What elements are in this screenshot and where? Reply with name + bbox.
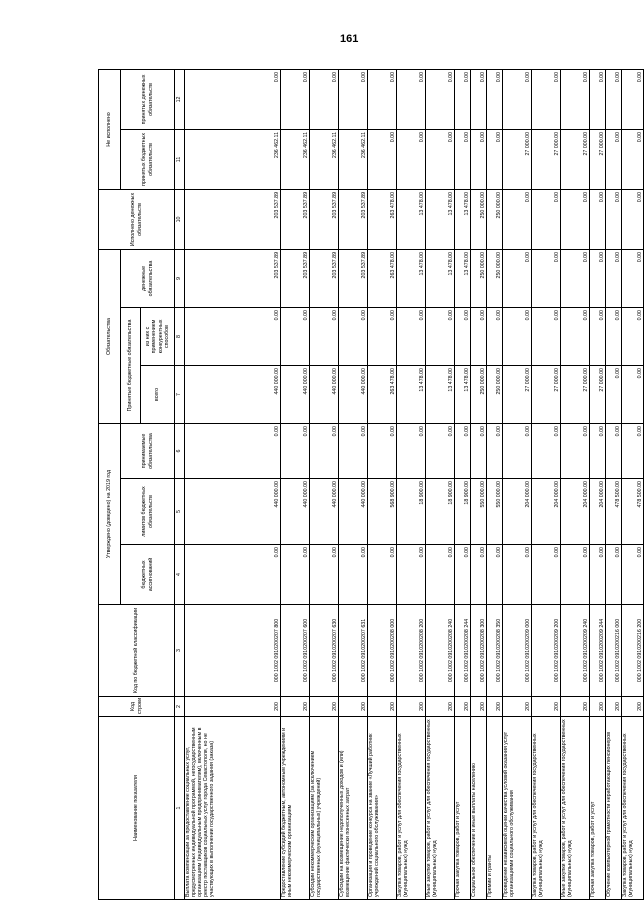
row-code: 200 — [368, 697, 397, 717]
header-accepted-oblig: принимаемые обязательства — [121, 424, 175, 479]
row-limits: 478 500.00 — [606, 479, 622, 545]
row-oblig-competitive: 0.00 — [471, 308, 487, 366]
row-accepted-oblig: 0.00 — [487, 424, 503, 479]
row-oblig-total: 250 000.00 — [471, 366, 487, 424]
row-budget-allocations: 0.00 — [471, 545, 487, 605]
row-not-executed-monetary: 0.00 — [310, 69, 339, 129]
row-budget-allocations: 0.00 — [503, 545, 532, 605]
row-oblig-total: 13 478.00 — [397, 366, 426, 424]
header-code-budget: Код по бюджетной классификации — [99, 605, 175, 697]
header-approved-group: Утверждено (доведено) на 2019 год — [99, 424, 121, 605]
header-ne-monetary: принятых денежных обязательств — [121, 69, 175, 129]
row-oblig-total: 27 000.00 — [590, 366, 606, 424]
table-row — [397, 69, 426, 899]
row-not-executed-monetary: 0.00 — [281, 69, 310, 129]
row-not-executed-monetary: 0.00 — [339, 69, 368, 129]
row-budget-allocations: 0.00 — [487, 545, 503, 605]
header-accepted-budget-oblig: Принятые бюджетные обязательства — [121, 308, 141, 424]
row-executed: 203 537.89 — [310, 189, 339, 249]
row-code: 200 — [185, 697, 281, 717]
row-accepted-oblig: 0.00 — [310, 424, 339, 479]
row-code: 200 — [561, 697, 590, 717]
header-budget-allocations: бюджетных ассигнований — [121, 545, 175, 605]
row-not-executed-budget: 0.00 — [397, 129, 426, 189]
row-budget-allocations: 0.00 — [368, 545, 397, 605]
row-name: Субсидии некоммерческим организациям (за исключением государственных (муниципальных) учреждений) — [310, 717, 339, 900]
row-code: 200 — [426, 697, 455, 717]
row-kbk: 000 1002 0910200209 244 — [590, 605, 606, 697]
row-kbk: 000 1002 0910200208 200 — [397, 605, 426, 697]
row-oblig-total: 13 478.00 — [426, 366, 455, 424]
row-not-executed-monetary: 0.00 — [532, 69, 561, 129]
col-number: 5 — [175, 479, 185, 545]
row-limits: 440 000.00 — [310, 479, 339, 545]
row-name: Закупка товаров, работ и услуг для обеспечения государственных (муниципальных) нужд — [397, 717, 426, 900]
row-limits: 568 900.00 — [368, 479, 397, 545]
row-code: 200 — [281, 697, 310, 717]
row-executed: 0.00 — [561, 189, 590, 249]
header-competitive: из них с применением конкурентных способов — [141, 308, 175, 366]
header-monetary: денежные обязательства — [121, 249, 175, 307]
row-kbk: 000 1002 0910200207 631 — [339, 605, 368, 697]
row-name: Субсидии на возмещение недополученных доходов и (или) возмещение фактически понесенных затрат — [339, 717, 368, 900]
row-code: 200 — [471, 697, 487, 717]
row-accepted-oblig: 0.00 — [532, 424, 561, 479]
row-not-executed-budget: 27 000.00 — [561, 129, 590, 189]
row-oblig-total: 27 000.00 — [561, 366, 590, 424]
row-not-executed-budget: 27 000.00 — [532, 129, 561, 189]
row-oblig-total: 0.00 — [622, 366, 644, 424]
row-not-executed-budget: 236 462.11 — [281, 129, 310, 189]
row-monetary-oblig: 0.00 — [590, 249, 606, 307]
row-monetary-oblig: 0.00 — [622, 249, 644, 307]
row-budget-allocations: 0.00 — [561, 545, 590, 605]
row-not-executed-monetary: 0.00 — [471, 69, 487, 129]
row-oblig-total: 440 000.00 — [310, 366, 339, 424]
row-oblig-competitive: 0.00 — [455, 308, 471, 366]
row-accepted-oblig: 0.00 — [590, 424, 606, 479]
table-row — [426, 69, 455, 899]
row-kbk: 000 1002 0910200216 000 — [606, 605, 622, 697]
row-oblig-competitive: 0.00 — [622, 308, 644, 366]
row-budget-allocations: 0.00 — [310, 545, 339, 605]
row-monetary-oblig: 203 537.89 — [310, 249, 339, 307]
row-monetary-oblig: 0.00 — [532, 249, 561, 307]
row-accepted-oblig: 0.00 — [455, 424, 471, 479]
row-code: 200 — [310, 697, 339, 717]
row-name: Обучение компьютерной грамотности неработающих пенсионеров — [606, 717, 622, 900]
row-code: 200 — [622, 697, 644, 717]
row-not-executed-monetary: 0.00 — [487, 69, 503, 129]
row-accepted-oblig: 0.00 — [281, 424, 310, 479]
row-kbk: 000 1002 0910200208 240 — [426, 605, 455, 697]
row-oblig-competitive: 0.00 — [606, 308, 622, 366]
row-monetary-oblig: 13 478.00 — [455, 249, 471, 307]
row-accepted-oblig: 0.00 — [368, 424, 397, 479]
row-monetary-oblig: 203 537.89 — [185, 249, 281, 307]
row-monetary-oblig: 203 537.89 — [281, 249, 310, 307]
col-number: 2 — [175, 697, 185, 717]
row-kbk: 000 1002 0910200209 240 — [561, 605, 590, 697]
table-row — [471, 69, 487, 899]
header-code-row: Код строки — [99, 697, 175, 717]
row-limits: 18 900.00 — [397, 479, 426, 545]
table-row — [281, 69, 310, 899]
row-limits: 18 900.00 — [426, 479, 455, 545]
row-monetary-oblig: 263 478.00 — [368, 249, 397, 307]
row-name: Закупка товаров, работ и услуг для обеспечения государственных (муниципальных) нужд — [622, 717, 644, 900]
row-oblig-total: 0.00 — [606, 366, 622, 424]
row-code: 200 — [532, 697, 561, 717]
row-budget-allocations: 0.00 — [532, 545, 561, 605]
row-not-executed-monetary: 0.00 — [503, 69, 532, 129]
row-accepted-oblig: 0.00 — [339, 424, 368, 479]
col-number: 6 — [175, 424, 185, 479]
header-executed: Исполнено денежных обязательств — [99, 189, 175, 249]
row-not-executed-budget: 0.00 — [368, 129, 397, 189]
table-row — [310, 69, 339, 899]
row-code: 200 — [455, 697, 471, 717]
row-kbk: 000 1002 0910200208 300 — [471, 605, 487, 697]
header-obligations-group: Обязательства — [99, 249, 121, 423]
row-not-executed-monetary: 0.00 — [590, 69, 606, 129]
row-code: 200 — [606, 697, 622, 717]
table-row — [368, 69, 397, 899]
row-not-executed-budget: 236 462.11 — [339, 129, 368, 189]
row-oblig-competitive: 0.00 — [310, 308, 339, 366]
row-limits: 18 900.00 — [455, 479, 471, 545]
row-code: 200 — [397, 697, 426, 717]
row-oblig-competitive: 0.00 — [368, 308, 397, 366]
page-number: 161 — [340, 33, 359, 45]
row-budget-allocations: 0.00 — [281, 545, 310, 605]
row-oblig-competitive: 0.00 — [532, 308, 561, 366]
row-budget-allocations: 0.00 — [590, 545, 606, 605]
row-accepted-oblig: 0.00 — [185, 424, 281, 479]
row-code: 200 — [503, 697, 532, 717]
row-limits: 204 000.00 — [532, 479, 561, 545]
table-row — [339, 69, 368, 899]
row-limits: 204 000.00 — [503, 479, 532, 545]
table-header — [99, 69, 185, 899]
col-number: 1 — [175, 717, 185, 900]
row-monetary-oblig: 0.00 — [561, 249, 590, 307]
row-limits: 204 000.00 — [561, 479, 590, 545]
table-row — [561, 69, 590, 899]
row-monetary-oblig: 203 537.89 — [339, 249, 368, 307]
row-kbk: 000 1002 0910200208 244 — [455, 605, 471, 697]
row-limits: 440 000.00 — [281, 479, 310, 545]
row-not-executed-budget: 236 462.11 — [185, 129, 281, 189]
row-name: Проведение независимой оценки качества условий оказания услуг организациями социального обслуживания — [503, 717, 532, 900]
row-code: 200 — [339, 697, 368, 717]
row-monetary-oblig: 0.00 — [503, 249, 532, 307]
row-not-executed-budget: 236 462.11 — [310, 129, 339, 189]
row-accepted-oblig: 0.00 — [606, 424, 622, 479]
row-name: Выплата компенсации за предоставление социальных услуг, предусмотренных индивидуальной программой, негосударственным организациям (индивидуальным предпринимателям), включенным в реестр поставщиков социальных услуг города Севастополя, но не участвующих в выполнении государственного задания (заказа) — [185, 717, 281, 900]
row-oblig-competitive: 0.00 — [590, 308, 606, 366]
row-kbk: 000 1002 0910200209 200 — [532, 605, 561, 697]
row-name: Закупка товаров, работ и услуг для обеспечения государственных (муниципальных) нужд — [532, 717, 561, 900]
row-monetary-oblig: 13 478.00 — [426, 249, 455, 307]
row-limits: 478 500.00 — [622, 479, 644, 545]
row-not-executed-monetary: 0.00 — [606, 69, 622, 129]
row-name: Прочая закупка товаров, работ и услуг — [590, 717, 606, 900]
row-name: Иные закупки товаров, работ и услуг для обеспечения государственных (муниципальных) нужд — [561, 717, 590, 900]
row-oblig-competitive: 0.00 — [426, 308, 455, 366]
row-executed: 13 478.00 — [455, 189, 471, 249]
header-name: Наименование показателя — [99, 717, 175, 900]
row-monetary-oblig: 0.00 — [606, 249, 622, 307]
row-not-executed-budget: 27 000.00 — [590, 129, 606, 189]
col-number: 11 — [175, 129, 185, 189]
row-limits: 204 000.00 — [590, 479, 606, 545]
row-monetary-oblig: 13 478.00 — [397, 249, 426, 307]
row-budget-allocations: 0.00 — [397, 545, 426, 605]
row-executed: 263 478.00 — [368, 189, 397, 249]
row-oblig-total: 27 000.00 — [503, 366, 532, 424]
row-name: Организация и проведение конкурса на звание «Лучший работник учреждений социального обслуживания» — [368, 717, 397, 900]
row-not-executed-budget: 0.00 — [471, 129, 487, 189]
row-oblig-total: 440 000.00 — [185, 366, 281, 424]
row-name: Премии и гранты — [487, 717, 503, 900]
row-oblig-total: 27 000.00 — [532, 366, 561, 424]
row-oblig-competitive: 0.00 — [487, 308, 503, 366]
row-budget-allocations: 0.00 — [455, 545, 471, 605]
row-oblig-total: 13 478.00 — [455, 366, 471, 424]
row-budget-allocations: 0.00 — [622, 545, 644, 605]
column-number-row — [175, 69, 185, 899]
row-executed: 0.00 — [503, 189, 532, 249]
row-executed: 0.00 — [606, 189, 622, 249]
row-limits: 440 000.00 — [339, 479, 368, 545]
table-body — [185, 69, 644, 899]
row-oblig-competitive: 0.00 — [185, 308, 281, 366]
row-not-executed-monetary: 0.00 — [368, 69, 397, 129]
row-budget-allocations: 0.00 — [606, 545, 622, 605]
row-not-executed-budget: 0.00 — [622, 129, 644, 189]
row-not-executed-budget: 27 000.00 — [503, 129, 532, 189]
row-executed: 0.00 — [532, 189, 561, 249]
row-oblig-total: 440 000.00 — [281, 366, 310, 424]
row-accepted-oblig: 0.00 — [503, 424, 532, 479]
row-not-executed-monetary: 0.00 — [185, 69, 281, 129]
row-not-executed-monetary: 0.00 — [561, 69, 590, 129]
row-executed: 203 537.89 — [281, 189, 310, 249]
header-not-executed-group: Не исполнено — [99, 69, 121, 189]
row-executed: 203 537.89 — [339, 189, 368, 249]
col-number: 4 — [175, 545, 185, 605]
rotated-table-wrapper — [98, 70, 643, 900]
row-accepted-oblig: 0.00 — [471, 424, 487, 479]
row-kbk: 000 1002 0910200207 630 — [310, 605, 339, 697]
row-code: 200 — [590, 697, 606, 717]
row-name: Социальное обеспечение и иные выплаты населению — [471, 717, 487, 900]
report-table-area — [98, 70, 643, 900]
row-monetary-oblig: 250 000.00 — [487, 249, 503, 307]
table-row — [606, 69, 622, 899]
col-number: 9 — [175, 249, 185, 307]
row-executed: 0.00 — [590, 189, 606, 249]
row-kbk: 000 1002 0910200208 350 — [487, 605, 503, 697]
col-number: 12 — [175, 69, 185, 129]
row-oblig-competitive: 0.00 — [503, 308, 532, 366]
row-oblig-total: 250 000.00 — [487, 366, 503, 424]
row-kbk: 000 1002 0910200207 800 — [185, 605, 281, 697]
row-budget-allocations: 0.00 — [185, 545, 281, 605]
table-row — [590, 69, 606, 899]
row-kbk: 000 1002 0910200209 000 — [503, 605, 532, 697]
col-number: 8 — [175, 308, 185, 366]
row-executed: 13 478.00 — [397, 189, 426, 249]
row-executed: 250 000.00 — [487, 189, 503, 249]
budget-report-table — [98, 69, 644, 900]
row-not-executed-monetary: 0.00 — [455, 69, 471, 129]
row-oblig-competitive: 0.00 — [339, 308, 368, 366]
row-accepted-oblig: 0.00 — [561, 424, 590, 479]
table-row — [185, 69, 281, 899]
row-accepted-oblig: 0.00 — [426, 424, 455, 479]
header-limits: лимитов бюджетных обязательств — [121, 479, 175, 545]
row-executed: 250 000.00 — [471, 189, 487, 249]
row-budget-allocations: 0.00 — [426, 545, 455, 605]
row-not-executed-budget: 0.00 — [426, 129, 455, 189]
row-oblig-competitive: 0.00 — [561, 308, 590, 366]
row-limits: 440 000.00 — [185, 479, 281, 545]
row-kbk: 000 1002 0910200208 000 — [368, 605, 397, 697]
row-executed: 203 537.89 — [185, 189, 281, 249]
row-oblig-total: 263 478.00 — [368, 366, 397, 424]
row-monetary-oblig: 250 000.00 — [471, 249, 487, 307]
row-accepted-oblig: 0.00 — [397, 424, 426, 479]
table-row — [455, 69, 471, 899]
row-limits: 550 000.00 — [471, 479, 487, 545]
col-number: 3 — [175, 605, 185, 697]
row-not-executed-budget: 0.00 — [487, 129, 503, 189]
col-number: 7 — [175, 366, 185, 424]
row-name: Иные закупки товаров, работ и услуг для обеспечения государственных (муниципальных) нужд — [426, 717, 455, 900]
row-oblig-competitive: 0.00 — [397, 308, 426, 366]
header-total: всего — [141, 366, 175, 424]
row-accepted-oblig: 0.00 — [622, 424, 644, 479]
row-code: 200 — [487, 697, 503, 717]
row-oblig-total: 440 000.00 — [339, 366, 368, 424]
row-oblig-competitive: 0.00 — [281, 308, 310, 366]
row-limits: 550 000.00 — [487, 479, 503, 545]
table-row — [532, 69, 561, 899]
row-kbk: 000 1002 0910200216 200 — [622, 605, 644, 697]
row-executed: 13 478.00 — [426, 189, 455, 249]
row-not-executed-monetary: 0.00 — [397, 69, 426, 129]
row-budget-allocations: 0.00 — [339, 545, 368, 605]
row-name: Предоставление субсидий бюджетным, автономным учреждениям и иным некоммерческим организациям — [281, 717, 310, 900]
row-not-executed-budget: 0.00 — [455, 129, 471, 189]
header-ne-budget: принятых бюджетных обязательств — [121, 129, 175, 189]
row-executed: 0.00 — [622, 189, 644, 249]
row-not-executed-budget: 0.00 — [606, 129, 622, 189]
col-number: 10 — [175, 189, 185, 249]
row-not-executed-monetary: 0.00 — [622, 69, 644, 129]
row-name: Прочая закупка товаров, работ и услуг — [455, 717, 471, 900]
table-row — [487, 69, 503, 899]
row-kbk: 000 1002 0910200207 600 — [281, 605, 310, 697]
row-not-executed-monetary: 0.00 — [426, 69, 455, 129]
table-row — [503, 69, 532, 899]
table-row — [622, 69, 644, 899]
